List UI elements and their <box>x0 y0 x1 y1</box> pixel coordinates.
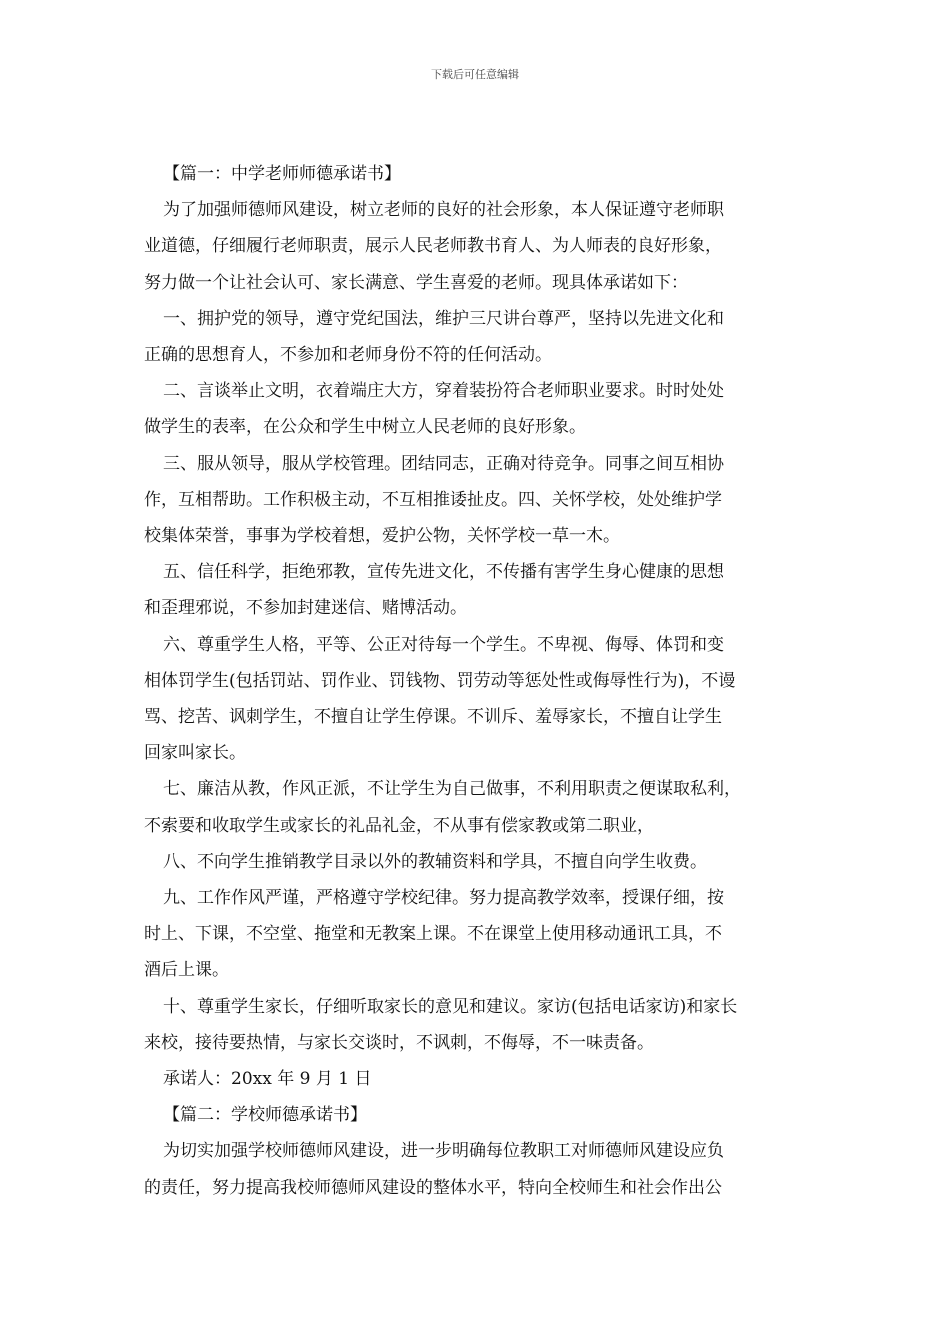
text-line: 九、工作作风严谨，严格遵守学校纪律。努力提高教学效率，授课仔细，按 <box>163 888 724 909</box>
text-line: 正确的思想育人，不参加和老师身份不符的任何活动。 <box>144 345 552 366</box>
text-line: 做学生的表率，在公众和学生中树立人民老师的良好形象。 <box>144 417 586 438</box>
text-line: 作，互相帮助。工作积极主动，不互相推诿扯皮。四、关怀学校，处处维护学 <box>144 489 722 510</box>
text-line: 二、言谈举止文明，衣着端庄大方，穿着装扮符合老师职业要求。时时处处 <box>163 381 724 402</box>
document-body <box>144 156 824 1206</box>
text-line: 为切实加强学校师德师风建设，进一步明确每位教职工对师德师风建设应负 <box>163 1141 724 1162</box>
text-line: 和歪理邪说，不参加封建迷信、赌博活动。 <box>144 598 467 619</box>
text-line: 业道德，仔细履行老师职责，展示人民老师教书育人、为人师表的良好形象， <box>144 236 722 257</box>
text-line: 十、尊重学生家长，仔细听取家长的意见和建议。家访(包括电话家访)和家长 <box>163 996 738 1017</box>
text-line: 努力做一个让社会认可、家长满意、学生喜爱的老师。现具体承诺如下： <box>144 272 688 293</box>
text-line: 相体罚学生(包括罚站、罚作业、罚钱物、罚劳动等惩处性或侮辱性行为)，不谩 <box>144 670 736 691</box>
text-line: 骂、挖苦、讽刺学生，不擅自让学生停课。不训斥、羞辱家长，不擅自让学生 <box>144 707 722 728</box>
text-line: 不索要和收取学生或家长的礼品礼金，不从事有偿家教或第二职业， <box>144 815 654 836</box>
section-title: 【篇一：中学老师师德承诺书】 <box>163 164 401 184</box>
text-line: 时上、下课，不空堂、拖堂和无教案上课。不在课堂上使用移动通讯工具，不 <box>144 924 722 945</box>
text-line: 六、尊重学生人格，平等、公正对待每一个学生。不卑视、侮辱、体罚和变 <box>163 634 724 655</box>
text-line: 回家叫家长。 <box>144 743 246 764</box>
text-line: 校集体荣誉，事事为学校着想，爱护公物，关怀学校一草一木。 <box>144 526 620 547</box>
text-line: 为了加强师德师风建设，树立老师的良好的社会形象，本人保证遵守老师职 <box>163 200 724 221</box>
signature-date-line: 承诺人：20xx 年 9 月 1 日 <box>163 1069 372 1090</box>
text-line: 来校，接待要热情，与家长交谈时，不讽刺，不侮辱，不一味责备。 <box>144 1032 654 1053</box>
section-title: 【篇二：学校师德承诺书】 <box>163 1105 367 1126</box>
text-line: 酒后上课。 <box>144 960 229 981</box>
text-line: 一、拥护党的领导，遵守党纪国法，维护三尺讲台尊严，坚持以先进文化和 <box>163 308 724 329</box>
text-line: 七、廉洁从教，作风正派，不让学生为自己做事，不利用职责之便谋取私利， <box>163 779 741 800</box>
text-line: 八、不向学生推销教学目录以外的教辅资料和学具，不擅自向学生收费。 <box>163 851 707 872</box>
page-header: 下载后可任意编辑 <box>431 68 519 81</box>
text-line: 的责任，努力提高我校师德师风建设的整体水平，特向全校师生和社会作出公 <box>144 1177 722 1198</box>
text-line: 三、服从领导，服从学校管理。团结同志，正确对待竞争。同事之间互相协 <box>163 453 724 474</box>
text-line: 五、信任科学，拒绝邪教，宣传先进文化，不传播有害学生身心健康的思想 <box>163 562 724 583</box>
